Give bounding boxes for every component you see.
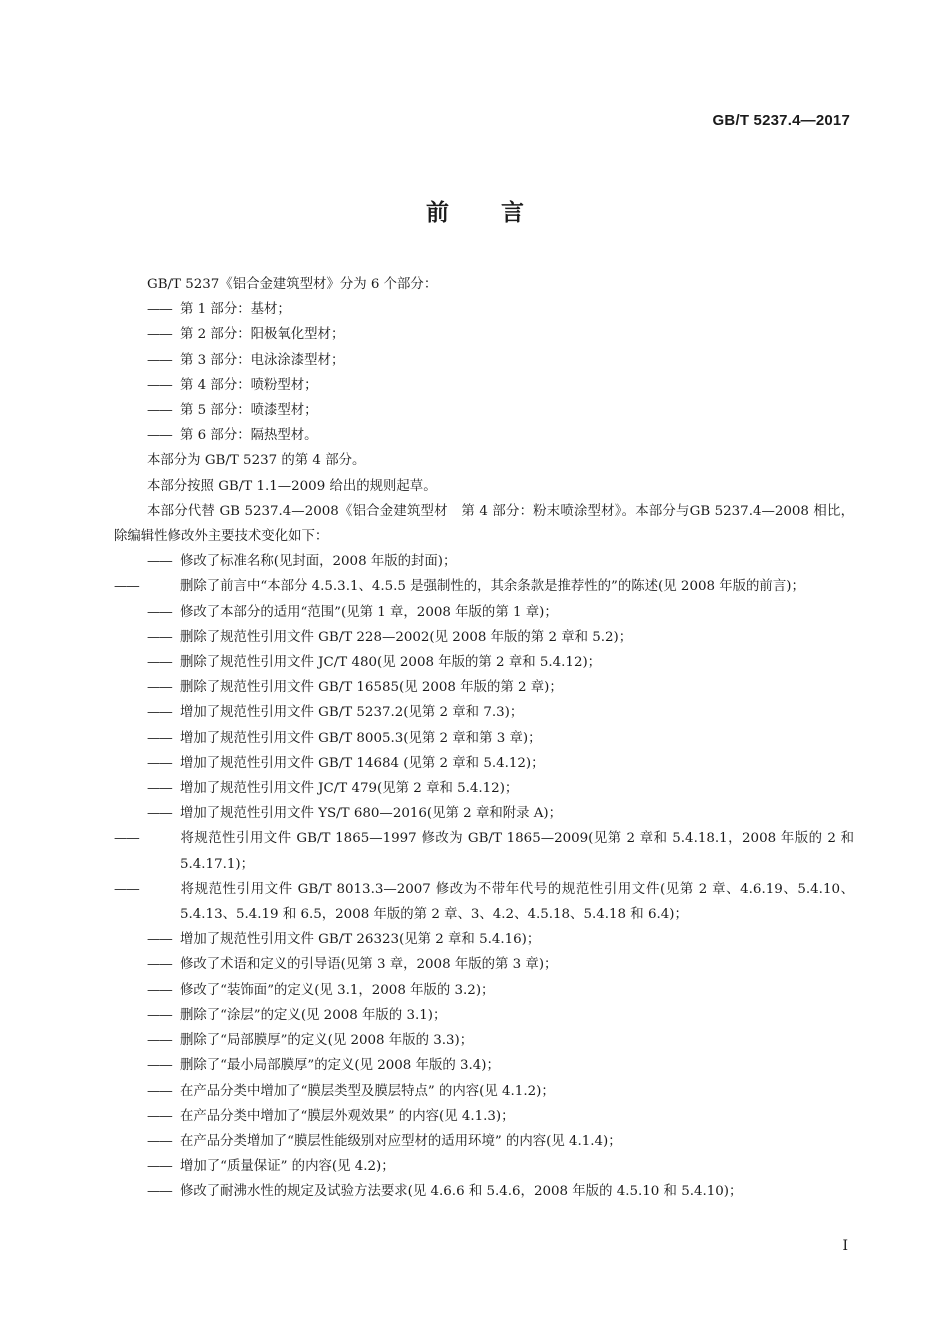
dash-marker: —— <box>147 352 172 368</box>
list-item-text: 第 6 部分：隔热型材。 <box>180 428 318 444</box>
list-item <box>114 348 854 373</box>
list-item <box>114 1028 854 1053</box>
list-item-text: 在产品分类增加了“膜层性能级别对应型材的适用环境” 的内容(见 4.1.4)； <box>180 1133 622 1149</box>
list-item-text: 增加了“质量保证” 的内容(见 4.2)； <box>180 1159 395 1175</box>
list-item-text: 第 4 部分：喷粉型材； <box>180 377 318 393</box>
dash-marker: —— <box>114 881 139 897</box>
list-item-text: 删除了“最小局部膜厚”的定义(见 2008 年版的 3.4)； <box>180 1058 500 1074</box>
list-item <box>114 322 854 347</box>
list-item <box>114 600 854 625</box>
dash-marker: —— <box>147 806 172 822</box>
list-item-text: 删除了规范性引用文件 JC/T 480(见 2008 年版的第 2 章和 5.4.12)； <box>180 655 602 671</box>
list-item-text: 增加了规范性引用文件 GB/T 14684 (见第 2 章和 5.4.12)； <box>180 755 545 771</box>
list-item <box>114 373 854 398</box>
list-item <box>114 398 854 423</box>
list-item <box>114 700 854 725</box>
list-item-text: 删除了规范性引用文件 GB/T 228—2002(见 2008 年版的第 2 章和 5.2)； <box>180 629 633 645</box>
list-item <box>114 726 854 751</box>
list-item <box>114 927 854 952</box>
list-item-text: 第 3 部分：电泳涂漆型材； <box>180 352 345 368</box>
dash-marker: —— <box>147 604 172 620</box>
dash-marker: —— <box>147 781 172 797</box>
dash-marker: —— <box>147 755 172 771</box>
dash-marker: —— <box>114 831 139 847</box>
list-item-text: 在产品分类中增加了“膜层外观效果” 的内容(见 4.1.3)； <box>180 1108 515 1124</box>
dash-marker: —— <box>147 403 172 419</box>
list-item-text: 将规范性引用文件 GB/T 1865—1997 修改为 GB/T 1865—2009(见第 2 章和 5.4.18.1，2008 年版的 2 和 5.4.17.1)； <box>180 831 854 872</box>
dash-marker: —— <box>147 302 172 318</box>
dash-marker: —— <box>147 1007 172 1023</box>
dash-marker: —— <box>147 1133 172 1149</box>
list-item-text: 第 1 部分：基材； <box>180 302 291 318</box>
replacement-paragraph: 本部分代替 GB 5237.4—2008《铝合金建筑型材 第 4 部分：粉末喷涂型材》。本部分与GB 5237.4—2008 相比，除编辑性修改外主要技术变化如下： <box>114 503 854 545</box>
list-item <box>114 877 854 927</box>
dash-marker: —— <box>147 1058 172 1074</box>
list-item <box>114 776 854 801</box>
dash-marker: —— <box>147 1033 172 1049</box>
page-title: 前言 <box>426 200 576 226</box>
dash-marker: —— <box>147 428 172 444</box>
dash-marker: —— <box>147 629 172 645</box>
list-item <box>114 1154 854 1179</box>
dash-marker: —— <box>147 327 172 343</box>
list-item <box>114 625 854 650</box>
list-item <box>114 751 854 776</box>
list-item <box>114 978 854 1003</box>
list-item-text: 删除了前言中“本部分 4.5.3.1、4.5.5 是强制性的，其余条款是推荐性的”的陈述(见 2008 年版的前言)； <box>180 579 805 595</box>
list-item-text: 删除了规范性引用文件 GB/T 16585(见 2008 年版的第 2 章)； <box>180 680 563 696</box>
list-item <box>114 1003 854 1028</box>
list-item-text: 修改了本部分的适用“范围”(见第 1 章，2008 年版的第 1 章)； <box>180 604 558 620</box>
dash-marker: —— <box>147 655 172 671</box>
dash-marker: —— <box>147 705 172 721</box>
list-item-text: 增加了规范性引用文件 GB/T 5237.2(见第 2 章和 7.3)； <box>180 705 524 721</box>
list-item-text: 删除了“局部膜厚”的定义(见 2008 年版的 3.3)； <box>180 1033 474 1049</box>
dash-marker: —— <box>147 957 172 973</box>
dash-marker: —— <box>147 1108 172 1124</box>
list-item <box>114 1079 854 1104</box>
parts-list <box>114 297 854 448</box>
standard-code: GB/T 5237.4—2017 <box>712 112 850 129</box>
dash-marker: —— <box>147 1083 172 1099</box>
dash-marker: —— <box>147 1159 172 1175</box>
document-body <box>114 272 854 1205</box>
list-item <box>114 801 854 826</box>
dash-marker: —— <box>147 982 172 998</box>
dash-marker: —— <box>147 730 172 746</box>
list-item-text: 增加了规范性引用文件 GB/T 8005.3(见第 2 章和第 3 章)； <box>180 730 542 746</box>
list-item-text: 在产品分类中增加了“膜层类型及膜层特点” 的内容(见 4.1.2)； <box>180 1083 555 1099</box>
list-item <box>114 1129 854 1154</box>
list-item-text: 将规范性引用文件 GB/T 8013.3—2007 修改为不带年代号的规范性引用文件(见第 2 章、4.6.19、5.4.10、5.4.13、5.4.19 和 6.5，2008 年版的第 2 章、3、4.2、4.5.18、5.4.18 和 6.4)； <box>180 881 854 923</box>
parts-lead-paragraph: GB/T 5237《铝合金建筑型材》分为 6 个部分： <box>147 277 438 292</box>
list-item-text: 修改了术语和定义的引导语(见第 3 章，2008 年版的第 3 章)； <box>180 957 558 973</box>
list-item <box>114 574 854 599</box>
list-item-text: 第 2 部分：阳极氧化型材； <box>180 327 345 343</box>
list-item <box>114 1179 854 1204</box>
list-item-text: 修改了“装饰面”的定义(见 3.1，2008 年版的 3.2)； <box>180 982 495 998</box>
list-item <box>114 297 854 322</box>
dash-marker: —— <box>147 932 172 948</box>
changes-list <box>114 549 854 1204</box>
dash-marker: —— <box>114 579 139 595</box>
list-item-text: 第 5 部分：喷漆型材； <box>180 403 318 419</box>
list-item-text: 增加了规范性引用文件 JC/T 479(见第 2 章和 5.4.12)； <box>180 781 519 797</box>
list-item-text: 增加了规范性引用文件 GB/T 26323(见第 2 章和 5.4.16)； <box>180 932 541 948</box>
list-item <box>114 952 854 977</box>
page-number: I <box>842 1238 848 1254</box>
dash-marker: —— <box>147 1184 172 1200</box>
list-item <box>114 549 854 574</box>
list-item-text: 修改了标准名称(见封面，2008 年版的封面)； <box>180 554 457 570</box>
list-item-text: 删除了“涂层”的定义(见 2008 年版的 3.1)； <box>180 1007 447 1023</box>
list-item-text: 修改了耐沸水性的规定及试验方法要求(见 4.6.6 和 5.4.6，2008 年版的 4.5.10 和 5.4.10)； <box>180 1184 743 1200</box>
list-item <box>114 423 854 448</box>
dash-marker: —— <box>147 377 172 393</box>
dash-marker: —— <box>147 554 172 570</box>
dash-marker: —— <box>147 680 172 696</box>
list-item <box>114 675 854 700</box>
this-part-paragraph: 本部分为 GB/T 5237 的第 4 部分。 <box>147 453 366 469</box>
list-item <box>114 1053 854 1078</box>
list-item <box>114 826 854 876</box>
list-item <box>114 650 854 675</box>
list-item-text: 增加了规范性引用文件 YS/T 680—2016(见第 2 章和附录 A)； <box>180 806 563 822</box>
drafting-rule-paragraph: 本部分按照 GB/T 1.1—2009 给出的规则起草。 <box>147 478 437 494</box>
list-item <box>114 1104 854 1129</box>
